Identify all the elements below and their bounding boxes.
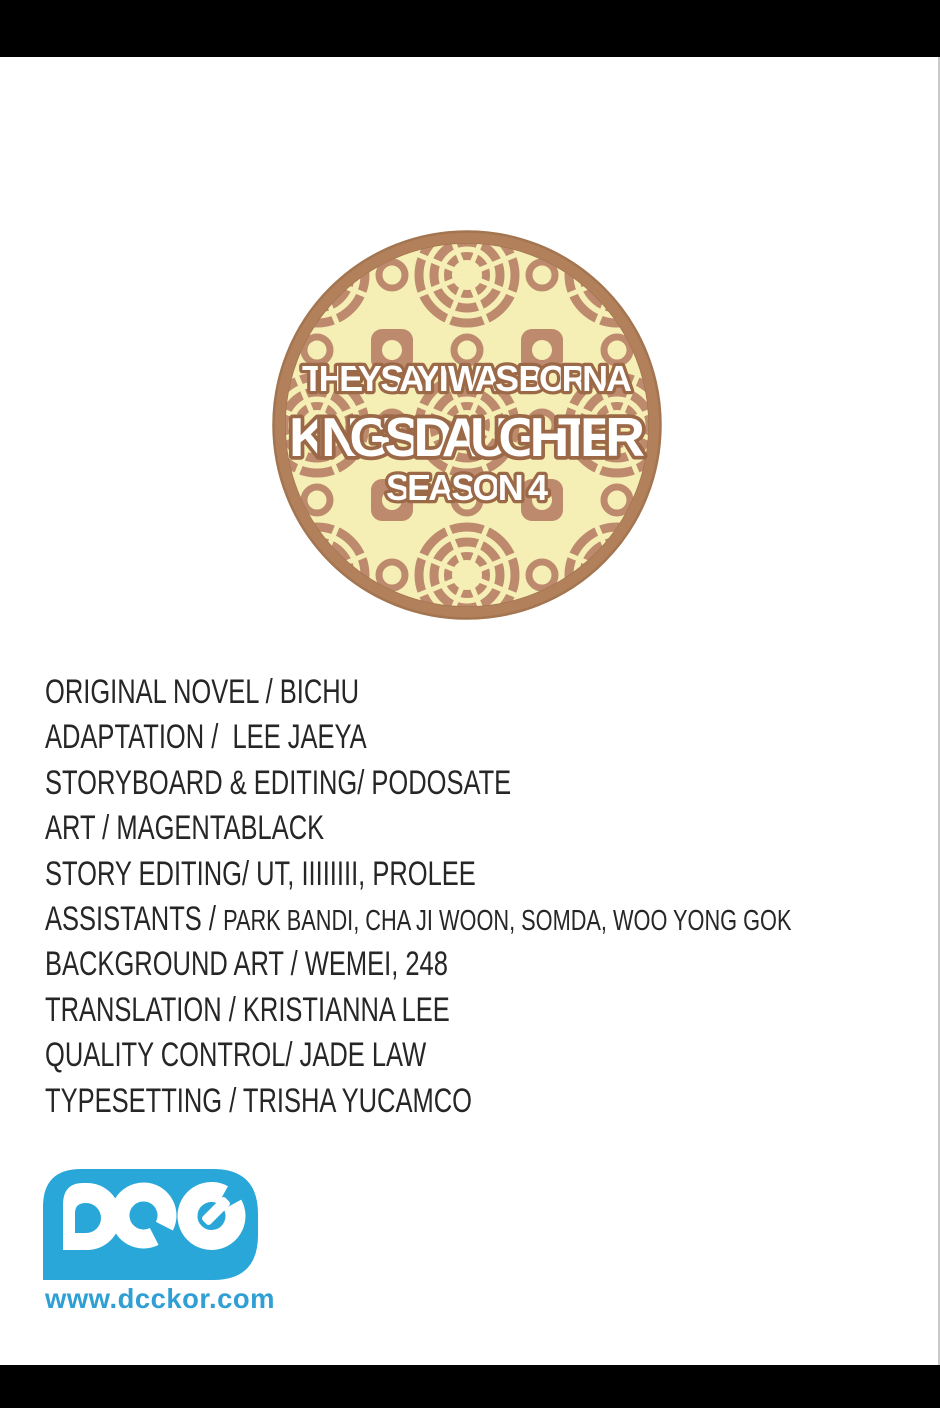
credit-line-storyboard-editing bbox=[45, 761, 940, 806]
credit-role: ASSISTANTS / bbox=[45, 899, 224, 938]
credit-role: TYPESETTING / bbox=[45, 1081, 243, 1120]
credit-role: ORIGINAL NOVEL / bbox=[45, 673, 280, 711]
credit-names: KRISTIANNA LEE bbox=[242, 990, 450, 1029]
credit-line-adaptation bbox=[45, 715, 940, 760]
credit-names: WEMEI, 248 bbox=[304, 945, 448, 984]
credit-names: JADE LAW bbox=[299, 1036, 427, 1075]
credit-line-translation bbox=[45, 988, 940, 1033]
credit-line-story-editing bbox=[45, 852, 940, 897]
credit-names: MAGENTABLACK bbox=[116, 809, 325, 848]
credit-names: PARK BANDI, CHA JI WOON, SOMDA, WOO YONG GOK bbox=[223, 904, 792, 937]
publisher-url: www.dcckor.com bbox=[45, 1283, 276, 1314]
credit-line-background-art bbox=[45, 942, 940, 987]
credit-line-assistants bbox=[45, 897, 940, 942]
dcc-logo bbox=[43, 1169, 258, 1280]
top-letterbox-bar bbox=[0, 0, 940, 57]
medallion-title-line2: KING’S DAUGHTER bbox=[289, 406, 645, 468]
credit-role: ADAPTATION / bbox=[45, 718, 233, 757]
credit-names: TRISHA YUCAMCO bbox=[242, 1081, 472, 1120]
credit-names: UT, IIIIIIII, PROLEE bbox=[256, 854, 476, 893]
credit-role: QUALITY CONTROL/ bbox=[45, 1036, 300, 1075]
credit-role: ART / bbox=[45, 809, 117, 848]
credit-role: TRANSLATION / bbox=[45, 990, 243, 1029]
credit-line-art bbox=[45, 806, 940, 851]
credit-names: PODOSATE bbox=[371, 763, 512, 802]
medallion-title-line1: THEY SAY I WAS BORN A bbox=[302, 358, 632, 399]
credit-role: BACKGROUND ART / bbox=[45, 945, 305, 984]
series-title-medallion bbox=[272, 230, 662, 620]
credits-block bbox=[45, 670, 940, 1124]
credit-line-typesetting bbox=[45, 1079, 940, 1124]
credit-names: LEE JAEYA bbox=[232, 718, 367, 757]
credit-line-quality-control bbox=[45, 1033, 940, 1078]
credit-names: BICHU bbox=[279, 673, 360, 711]
credit-role: STORY EDITING/ bbox=[45, 854, 257, 893]
credit-role: STORYBOARD & EDITING/ bbox=[45, 763, 372, 802]
medallion-title-line3: SEASON 4 bbox=[386, 467, 548, 508]
bottom-letterbox-bar bbox=[0, 1365, 940, 1408]
credit-line-original-novel bbox=[45, 670, 940, 715]
